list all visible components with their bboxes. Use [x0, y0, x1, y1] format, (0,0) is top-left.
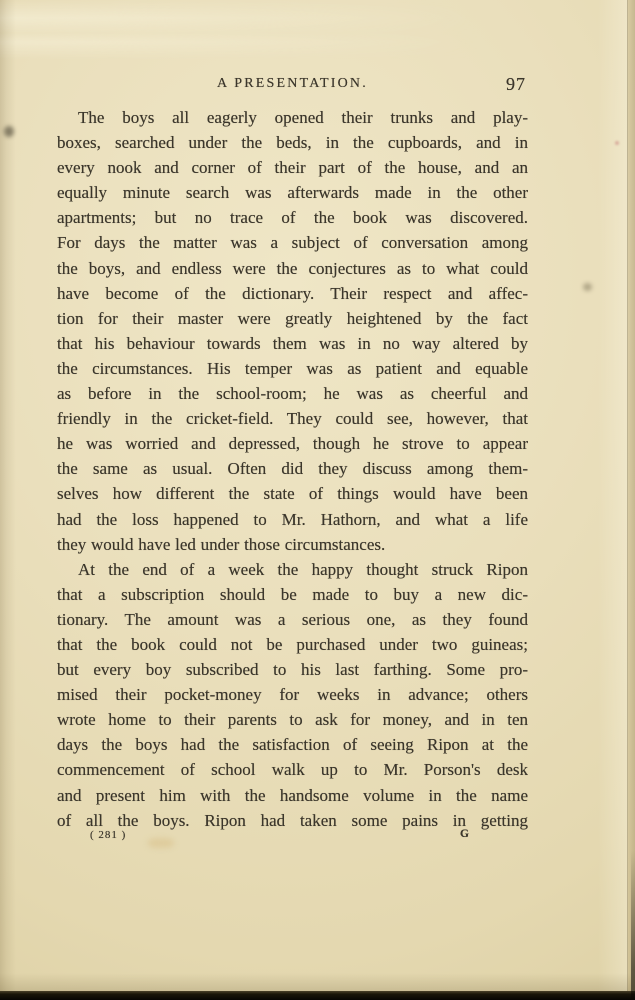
text-line: that a subscription should be made to buy a new dic- [57, 584, 528, 604]
scan-background-bottom [0, 991, 635, 1000]
chapter-running-title: A PRESENTATION. [217, 76, 368, 91]
page-edge-right-highlight [598, 0, 628, 1000]
text-line: For days the matter was a subject of conversation among [57, 233, 528, 253]
body-text [57, 105, 528, 833]
text-line: but every boy subscribed to his last farthing. Some pro- [57, 660, 528, 680]
text-line: boxes, searched under the beds, in the cupboards, and in [57, 133, 528, 153]
text-line: The boys all eagerly opened their trunks and play- [78, 108, 528, 127]
text-line: the boys, and endless were the conjectures as to what could [57, 258, 528, 278]
text-line: that the book could not be purchased under two guineas; [57, 634, 528, 654]
text-line: selves how different the state of things would have been [57, 484, 528, 504]
printer-edition-number: ( 281 ) [90, 829, 127, 841]
text-line: had the loss happened to Mr. Hathorn, and what a life [57, 509, 528, 529]
running-header [57, 74, 528, 94]
text-line: he was worried and depressed, though he strove to appear [57, 434, 528, 454]
text-line: as before in the school-room; he was as cheerful and [57, 384, 528, 404]
text-line: days the boys had the satisfaction of seeing Ripon at the [57, 735, 528, 755]
gathering-signature-mark: G [460, 828, 470, 840]
text-line: that his behaviour towards them was in no way altered by [57, 333, 528, 353]
text-line: tion for their master were greatly heightened by the fact [57, 308, 528, 328]
text-line: of all the boys. Ripon had taken some pains in getting [57, 810, 528, 830]
scan-light-streaks [0, 0, 480, 60]
paper-speck [583, 283, 592, 291]
text-line: commencement of school walk up to Mr. Porson's desk [57, 760, 528, 780]
text-line: every nook and corner of their part of the house, and an [57, 158, 528, 178]
scan-background-corner [631, 850, 635, 1000]
text-line: the same as usual. Often did they discuss among them- [57, 459, 528, 479]
text-line: they would have led under those circumstances. [57, 534, 386, 554]
page-bottom-shadow [0, 973, 635, 991]
page-footer [57, 827, 528, 843]
text-line: equally minute search was afterwards made in the other [57, 183, 528, 203]
text-line: At the end of a week the happy thought struck Ripon [78, 559, 528, 579]
text-line: and present him with the handsome volume in the name [57, 785, 528, 805]
text-line: the circumstances. His temper was as patient and equable [57, 358, 528, 378]
text-line: friendly in the cricket-field. They could see, however, that [57, 409, 528, 429]
text-line: wrote home to their parents to ask for money, and in ten [57, 710, 528, 730]
text-line: mised their pocket-money for weeks in advance; others [57, 685, 528, 705]
page-edge-left-shading [0, 0, 16, 1000]
page-number: 97 [506, 74, 526, 94]
text-line: apartments; but no trace of the book was discovered. [57, 208, 528, 228]
text-line: tionary. The amount was a serious one, as they found [57, 609, 528, 629]
text-line: have become of the dictionary. Their respect and affec- [57, 283, 528, 303]
